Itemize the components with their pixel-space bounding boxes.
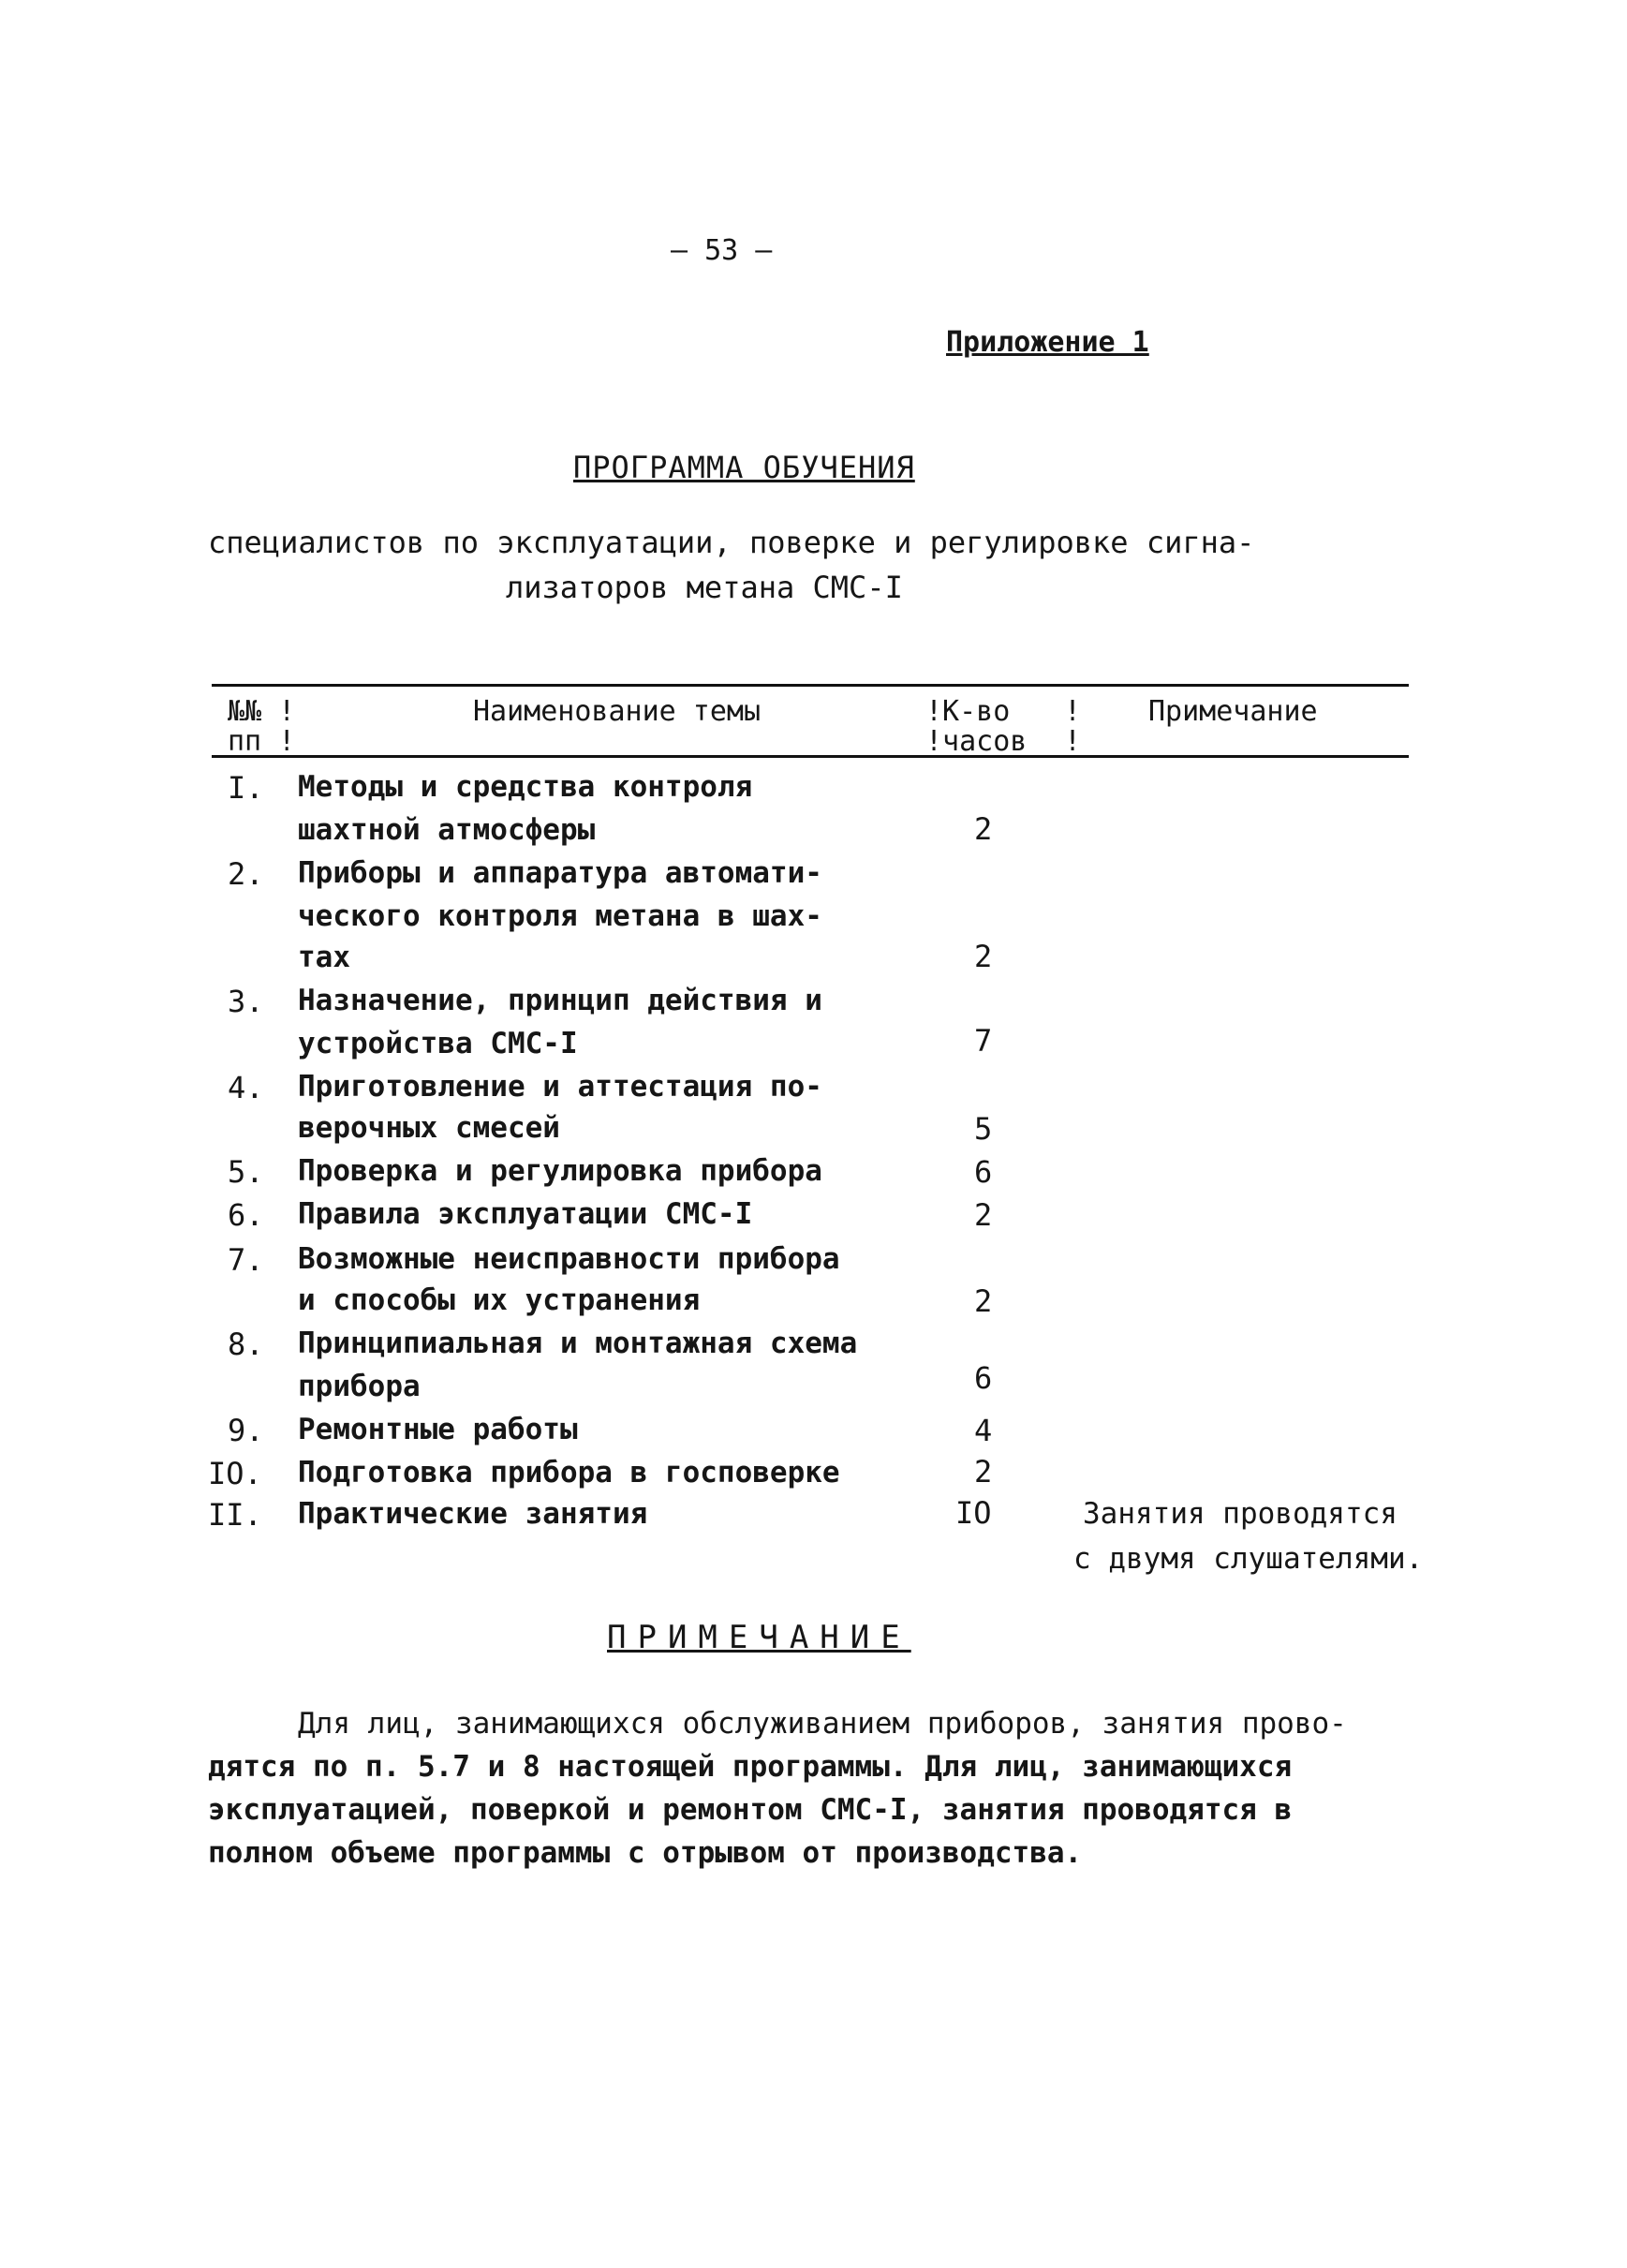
row-4-hours: 5 <box>974 1111 993 1147</box>
row-11-hours: IO <box>955 1495 992 1531</box>
row-9-num: 9. <box>228 1413 264 1448</box>
header-topic-name: Наименование темы <box>473 695 762 728</box>
row-9-hours: 4 <box>974 1413 993 1448</box>
header-separator-2: ! <box>1064 725 1082 758</box>
subtitle-line-2: лизаторов метана СМС-I <box>506 570 903 605</box>
row-2-num: 2. <box>228 856 264 892</box>
row-11-remark-line-1: Занятия проводятся <box>1083 1497 1398 1531</box>
row-2-hours: 2 <box>974 939 993 974</box>
note-line-4: полном объеме программы с отрывом от производства. <box>208 1836 1083 1870</box>
row-1-topic-line-2: шахтной атмосферы <box>298 813 596 847</box>
row-5-num: 5. <box>228 1154 264 1190</box>
row-2-topic-line-2: ческого контроля метана в шах- <box>298 899 822 933</box>
header-num-line2: пп ! <box>228 725 296 758</box>
row-11-topic-line-1: Практические занятия <box>298 1497 648 1531</box>
table-top-rule <box>212 684 1409 687</box>
row-10-hours: 2 <box>974 1454 993 1490</box>
note-line-3: эксплуатацией, поверкой и ремонтом СМС-I, занятия проводятся в <box>208 1793 1293 1827</box>
row-3-num: 3. <box>228 984 264 1019</box>
row-5-topic-line-1: Проверка и регулировка прибора <box>298 1154 822 1188</box>
row-10-topic-line-1: Подготовка прибора в госповерке <box>298 1456 840 1490</box>
row-1-num: I. <box>228 770 264 806</box>
header-hours-line2: !часов <box>925 725 1028 758</box>
row-8-topic-line-2: прибора <box>298 1370 421 1403</box>
row-1-hours: 2 <box>974 811 993 847</box>
row-7-num: 7. <box>228 1242 264 1278</box>
subtitle-line-1: специалистов по эксплуатации, поверке и регулировке сигна- <box>208 525 1255 560</box>
row-1-topic-line-1: Методы и средства контроля <box>298 770 753 804</box>
row-2-topic-line-1: Приборы и аппаратура автомати- <box>298 856 822 890</box>
header-num-line1: №№ ! <box>228 695 296 728</box>
row-7-hours: 2 <box>974 1283 993 1319</box>
note-line-2: дятся по п. 5.7 и 8 настоящей программы. Для лиц, занимающихся <box>208 1750 1293 1784</box>
appendix-label: Приложение 1 <box>946 326 1149 359</box>
header-hours-line1: !К-во <box>925 695 1011 728</box>
row-11-num: II. <box>208 1497 262 1533</box>
row-7-topic-line-1: Возможные неисправности прибора <box>298 1242 840 1276</box>
row-3-topic-line-2: устройства СМС-I <box>298 1027 578 1060</box>
row-6-num: 6. <box>228 1197 264 1233</box>
row-7-topic-line-2: и способы их устранения <box>298 1283 701 1317</box>
row-8-hours: 6 <box>974 1360 993 1396</box>
row-9-topic-line-1: Ремонтные работы <box>298 1413 578 1446</box>
row-2-topic-line-3: тах <box>298 941 350 974</box>
header-remark: Примечание <box>1148 695 1318 728</box>
row-8-topic-line-1: Принципиальная и монтажная схема <box>298 1327 858 1360</box>
page-number: – 53 – <box>671 234 773 267</box>
row-4-topic-line-1: Приготовление и аттестация по- <box>298 1070 822 1104</box>
note-line-1: Для лиц, занимающихся обслуживанием приборов, занятия прово- <box>298 1707 1347 1741</box>
row-8-num: 8. <box>228 1327 264 1362</box>
row-10-num: IO. <box>208 1456 262 1491</box>
table-header-rule <box>212 755 1409 758</box>
row-4-num: 4. <box>228 1070 264 1105</box>
row-4-topic-line-2: верочных смесей <box>298 1111 560 1145</box>
document-title: ПРОГРАММА ОБУЧЕНИЯ <box>573 450 915 485</box>
note-title: ПРИМЕЧАНИЕ <box>607 1619 911 1656</box>
row-6-topic-line-1: Правила эксплуатации СМС-I <box>298 1197 753 1231</box>
row-5-hours: 6 <box>974 1154 993 1190</box>
header-separator-1: ! <box>1064 695 1082 728</box>
row-6-hours: 2 <box>974 1197 993 1233</box>
row-3-topic-line-1: Назначение, принцип действия и <box>298 984 822 1017</box>
row-11-remark-line-2: с двумя слушателями. <box>1073 1542 1424 1576</box>
row-3-hours: 7 <box>974 1023 993 1059</box>
